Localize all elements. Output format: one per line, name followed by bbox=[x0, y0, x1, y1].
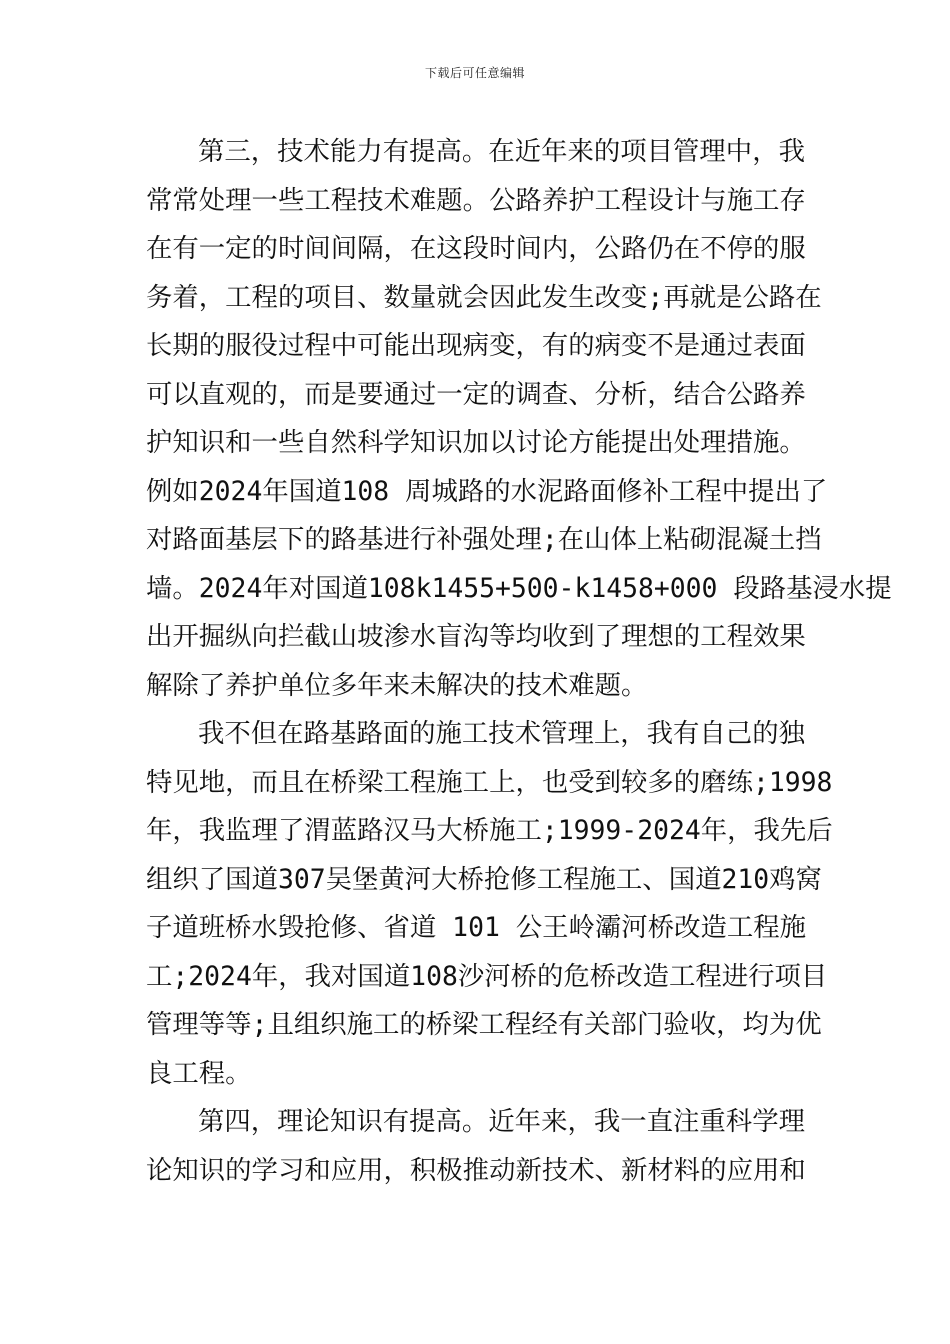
paragraph-1-line-3: 在有一定的时间间隔，在这段时间内，公路仍在不停的服 bbox=[146, 233, 806, 264]
paragraph-1-line-6: 可以直观的，而是要通过一定的调查、分析，结合公路养 bbox=[146, 378, 806, 410]
paragraph-2-line-1: 我不但在路基路面的施工技术管理上，我有自己的独 bbox=[198, 718, 805, 749]
paragraph-1-line-12: 解除了养护单位多年来未解决的技术难题。 bbox=[146, 669, 648, 701]
paragraph-2-line-3: 年，我监理了渭蓝路汉马大桥施工;1999-2024年，我先后 bbox=[146, 815, 833, 846]
paragraph-1-line-10: 墙。2024年对国道108k1455+500-k1458+000 段路基浸水提 bbox=[146, 572, 892, 604]
paragraph-1-line-11: 出开掘纵向拦截山坡渗水盲沟等均收到了理想的工程效果 bbox=[146, 621, 806, 652]
paragraph-2-line-8: 良工程。 bbox=[146, 1057, 252, 1089]
paragraph-1-line-4: 务着，工程的项目、数量就会因此发生改变;再就是公路在 bbox=[146, 281, 822, 313]
paragraph-2-line-2: 特见地，而且在桥梁工程施工上，也受到较多的磨练;1998 bbox=[146, 766, 833, 798]
paragraph-1-line-8: 例如2024年国道108 周城路的水泥路面修补工程中提出了 bbox=[146, 475, 828, 507]
page-header: 下载后可任意编辑 bbox=[424, 66, 525, 80]
document-body bbox=[146, 128, 892, 1195]
paragraph-2-line-7: 管理等等;且组织施工的桥梁工程经有关部门验收，均为优 bbox=[146, 1009, 822, 1040]
paragraph-1-line-5: 长期的服役过程中可能出现病变，有的病变不是通过表面 bbox=[146, 330, 806, 361]
paragraph-1-line-1: 第三，技术能力有提高。在近年来的项目管理中，我 bbox=[198, 136, 805, 167]
paragraph-2-line-6: 工;2024年，我对国道108沙河桥的危桥改造工程进行项目 bbox=[146, 960, 828, 992]
paragraph-3-line-2: 论知识的学习和应用，积极推动新技术、新材料的应用和 bbox=[146, 1154, 806, 1186]
paragraph-2-line-4: 组织了国道307吴堡黄河大桥抢修工程施工、国道210鸡窝 bbox=[146, 863, 822, 895]
paragraph-3-line-1: 第四，理论知识有提高。近年来，我一直注重科学理 bbox=[198, 1106, 805, 1137]
paragraph-1-line-2: 常常处理一些工程技术难题。公路养护工程设计与施工存 bbox=[146, 184, 806, 216]
paragraph-1-line-7: 护知识和一些自然科学知识加以讨论方能提出处理措施。 bbox=[146, 427, 806, 458]
paragraph-2-line-5: 子道班桥水毁抢修、省道 101 公王岭灞河桥改造工程施 bbox=[146, 912, 807, 943]
paragraph-1-line-9: 对路面基层下的路基进行补强处理;在山体上粘砌混凝土挡 bbox=[146, 524, 822, 555]
